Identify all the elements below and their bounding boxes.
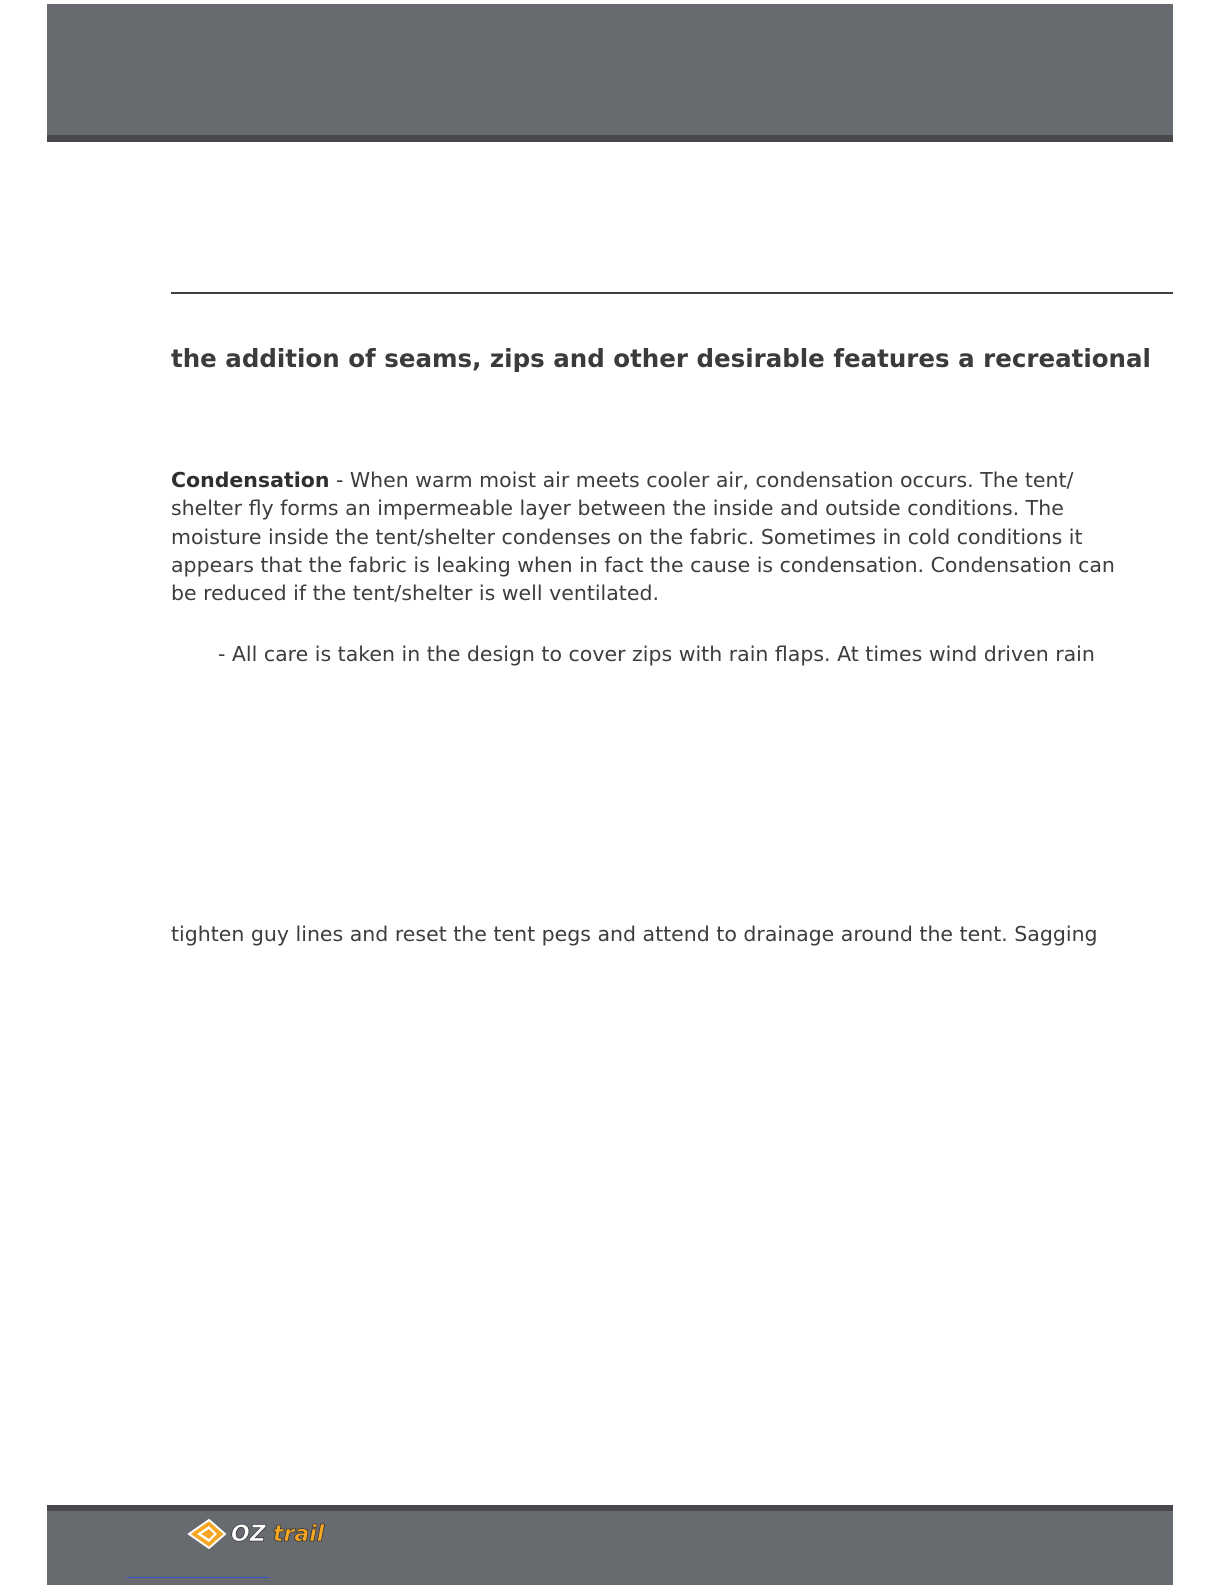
condensation-line-1: Condensation - When warm moist air meets cooler air, condensation occurs. The tent/ <box>171 468 1074 492</box>
condensation-label: Condensation <box>171 468 330 492</box>
tighten-paragraph-line: tighten guy lines and reset the tent pegs and attend to drainage around the tent. Sagging <box>171 922 1098 946</box>
condensation-line-2: shelter fly forms an impermeable layer between the inside and outside conditions. The <box>171 496 1064 521</box>
condensation-line-4: appears that the fabric is leaking when in fact the cause is condensation. Condensation can <box>171 552 1115 577</box>
logo-text-oz: OZ <box>231 1522 266 1547</box>
oztrail-logo <box>187 1514 347 1554</box>
zips-paragraph-line: - All care is taken in the design to cover zips with rain flaps. At times wind driven rain <box>218 642 1095 666</box>
condensation-paragraph <box>171 466 1115 607</box>
footer-link-underline <box>127 1577 269 1578</box>
section-divider <box>171 292 1173 294</box>
condensation-line-3: moisture inside the tent/shelter condenses on the fabric. Sometimes in cold conditions it <box>171 524 1083 549</box>
header-rule <box>47 135 1173 142</box>
header-band <box>47 4 1173 135</box>
section-heading: the addition of seams, zips and other desirable features a recreational <box>171 344 1151 373</box>
logo-text-trail: trail <box>273 1522 325 1547</box>
condensation-line-5: be reduced if the tent/shelter is well ventilated. <box>171 581 659 606</box>
